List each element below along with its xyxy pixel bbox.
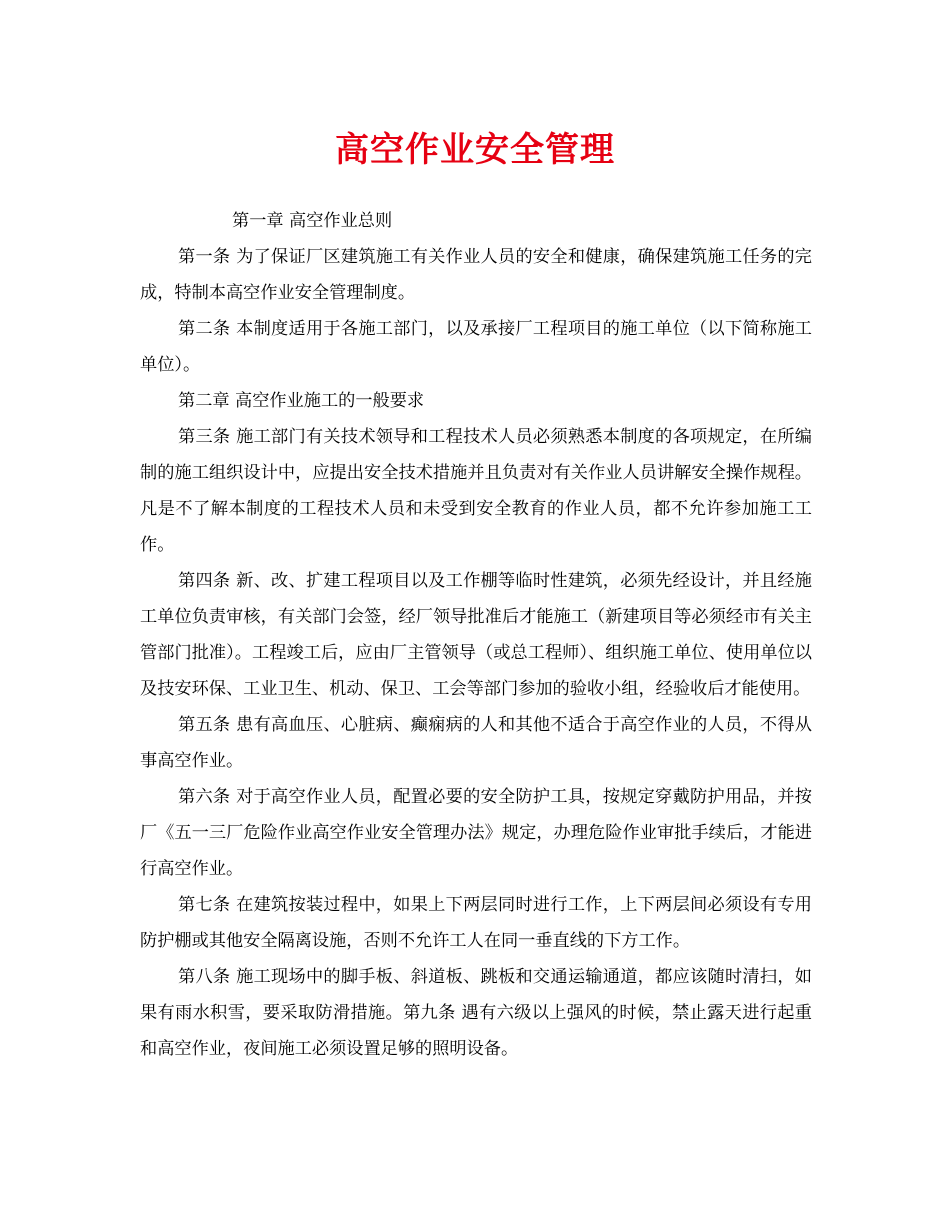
article-4: 第四条 新、改、扩建工程项目以及工作棚等临时性建筑，必须先经设计，并且经施工单位负责审核，有关部门会签，经厂领导批准后才能施工（新建项目等必须经市有关主管部门批准）。工程竣工后，应由厂主管领导（或总工程师）、组织施工单位、使用单位以及技安环保、工业卫生、机动、保卫、工会等部门参加的验收小组，经验收后才能使用。 [140, 571, 812, 699]
article-1: 第一条 为了保证厂区建筑施工有关作业人员的安全和健康，确保建筑施工任务的完成，特制本高空作业安全管理制度。 [140, 247, 812, 303]
article-2: 第二条 本制度适用于各施工部门，以及承接厂工程项目的施工单位（以下简称施工单位）。 [140, 319, 812, 375]
document-title: 高空作业安全管理 [335, 130, 615, 170]
article-6: 第六条 对于高空作业人员，配置必要的安全防护工具，按规定穿戴防护用品，并按厂《五一三厂危险作业高空作业安全管理办法》规定，办理危险作业审批手续后，才能进行高空作业。 [140, 787, 812, 879]
chapter-2-heading: 第二章 高空作业施工的一般要求 [178, 391, 425, 411]
document-body [140, 203, 812, 1067]
article-8-9: 第八条 施工现场中的脚手板、斜道板、跳板和交通运输通道，都应该随时清扫，如果有雨水积雪，要采取防滑措施。第九条 遇有六级以上强风的时候，禁止露天进行起重和高空作业，夜间施工必须设置足够的照明设备。 [140, 967, 812, 1059]
article-7: 第七条 在建筑按装过程中，如果上下两层同时进行工作，上下两层间必须设有专用防护棚或其他安全隔离设施，否则不允许工人在同一垂直线的下方工作。 [140, 895, 812, 951]
chapter-1-heading: 第一章 高空作业总则 [232, 211, 393, 231]
article-5: 第五条 患有高血压、心脏病、癫痫病的人和其他不适合于高空作业的人员，不得从事高空作业。 [140, 715, 812, 771]
article-3: 第三条 施工部门有关技术领导和工程技术人员必须熟悉本制度的各项规定，在所编制的施工组织设计中，应提出安全技术措施并且负责对有关作业人员讲解安全操作规程。凡是不了解本制度的工程技术人员和未受到安全教育的作业人员，都不允许参加施工工作。 [140, 427, 812, 555]
